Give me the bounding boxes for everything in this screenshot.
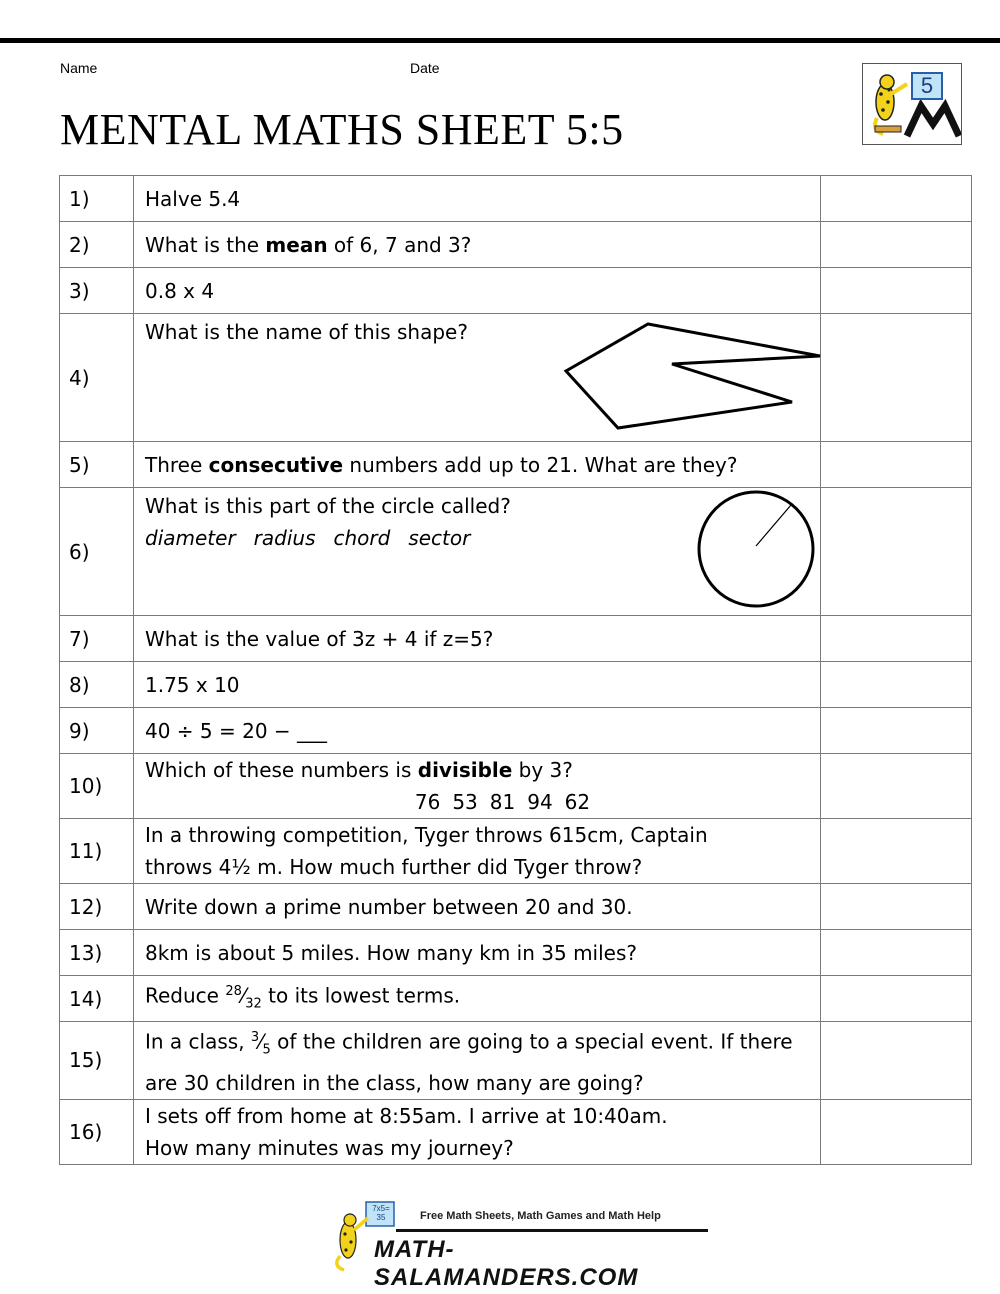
bold-term: divisible (417, 758, 513, 782)
choice: diameter (145, 526, 236, 550)
fraction-numerator: 3 (250, 1030, 260, 1045)
answer-box[interactable] (821, 662, 972, 708)
text-part: Three (145, 452, 209, 477)
answer-box[interactable] (821, 268, 972, 314)
question-number: 15) (60, 1022, 134, 1100)
question-text: 0.8 x 4 (134, 268, 821, 314)
question-text: 40 ÷ 5 = 20 − ___ (134, 708, 821, 754)
bold-term: consecutive (208, 452, 344, 477)
text-part: of the children are going to a special event. If there (270, 1029, 793, 1054)
answer-box[interactable] (821, 488, 972, 616)
footer-logo[interactable] (326, 1200, 716, 1291)
text-line: How many minutes was my journey? (145, 1135, 514, 1160)
circle-radius-icon (694, 488, 820, 615)
choice: radius (253, 526, 316, 550)
text-line: In a throwing competition, Tyger throws 615cm, Captain (145, 823, 708, 847)
question-text (134, 222, 821, 268)
question-cell (134, 314, 821, 442)
answer-box[interactable] (821, 708, 972, 754)
answer-box[interactable] (821, 819, 972, 884)
question-number: 5) (60, 442, 134, 488)
questions-table (59, 175, 972, 1165)
footer-divider (396, 1229, 708, 1232)
question-text: Halve 5.4 (134, 176, 821, 222)
text-part: by 3? (512, 758, 573, 782)
answer-box[interactable] (821, 884, 972, 930)
question-row-13 (60, 930, 972, 976)
text-part: Which of these numbers is (145, 758, 418, 782)
text-line: throws 4½ m. How much further did Tyger throw? (145, 855, 643, 879)
question-text: 1.75 x 10 (134, 662, 821, 708)
page-title: MENTAL MATHS SHEET 5:5 (60, 105, 624, 154)
question-cell (134, 488, 821, 616)
answer-box[interactable] (821, 222, 972, 268)
text-part: to its lowest terms. (261, 983, 461, 1008)
question-row-10 (60, 754, 972, 819)
question-row-8 (60, 662, 972, 708)
text-line: are 30 children in the class, how many are going? (145, 1070, 644, 1095)
question-number: 13) (60, 930, 134, 976)
question-number: 2) (60, 222, 134, 268)
question-row-2 (60, 222, 972, 268)
question-number: 4) (60, 314, 134, 442)
answer-box[interactable] (821, 442, 972, 488)
question-number: 12) (60, 884, 134, 930)
question-row-3 (60, 268, 972, 314)
question-number: 8) (60, 662, 134, 708)
number-option: 76 (414, 790, 441, 814)
question-text: In a class, $^3⁄_5$ of the children are going to a special event. If there are 30 children in the class, how many are going? (134, 1022, 821, 1100)
number-option: 53 (452, 790, 478, 814)
answer-box[interactable] (821, 314, 972, 442)
question-text: What is the value of 3z + 4 if z=5? (134, 616, 821, 662)
question-number: 10) (60, 754, 134, 819)
text-part: What is the (145, 232, 266, 257)
date-label: Date (410, 60, 440, 76)
question-text: Reduce $^{28}⁄_{32}$ to its lowest terms. (134, 976, 821, 1022)
text-line: I sets off from home at 8:55am. I arrive at 10:40am. (145, 1103, 668, 1128)
question-row-12 (60, 884, 972, 930)
footer-tagline: Free Math Sheets, Math Games and Math Help (420, 1210, 661, 1222)
text-part: Reduce (145, 983, 226, 1008)
number-option: 81 (489, 790, 516, 814)
answer-box[interactable] (821, 616, 972, 662)
question-text (134, 819, 821, 884)
answer-choices (145, 522, 511, 554)
fraction-denominator: 32 (245, 996, 262, 1012)
fraction-numerator: 28 (225, 984, 242, 1000)
fraction-denominator: 5 (262, 1042, 271, 1058)
level-badge: 5 (911, 72, 943, 100)
logo-sign-text: 7x5= 35 (372, 1204, 390, 1222)
answer-box[interactable] (821, 176, 972, 222)
question-row-1 (60, 176, 972, 222)
question-text: What is this part of the circle called? (145, 494, 511, 518)
answer-box[interactable] (821, 976, 972, 1022)
number-option: 62 (564, 790, 591, 814)
bold-term: mean (265, 232, 328, 257)
answer-box[interactable] (821, 1022, 972, 1100)
question-text (134, 754, 821, 819)
footer-site-link[interactable]: MATH-SALAMANDERS.COM (374, 1236, 639, 1291)
question-number: 7) (60, 616, 134, 662)
question-row-15 (60, 1022, 972, 1100)
question-row-16 (60, 1099, 972, 1164)
question-text: What is the name of this shape? (145, 320, 468, 344)
text-part: numbers add up to 21. What are they? (343, 452, 738, 477)
question-number: 3) (60, 268, 134, 314)
question-number: 16) (60, 1099, 134, 1164)
number-option: 94 (527, 790, 553, 814)
question-row-14 (60, 976, 972, 1022)
question-number: 6) (60, 488, 134, 616)
choice: chord (333, 526, 391, 550)
question-row-4 (60, 314, 972, 442)
top-rule (0, 38, 1000, 43)
question-number: 14) (60, 976, 134, 1022)
question-row-7 (60, 616, 972, 662)
question-number: 9) (60, 708, 134, 754)
question-text: Write down a prime number between 20 and 30. (134, 884, 821, 930)
question-text (134, 442, 821, 488)
pentagon-shape-icon (554, 314, 824, 441)
choice: sector (408, 526, 471, 550)
question-text: 8km is about 5 miles. How many km in 35 miles? (134, 930, 821, 976)
question-row-9 (60, 708, 972, 754)
answer-box[interactable] (821, 754, 972, 819)
answer-box[interactable] (821, 930, 972, 976)
name-label: Name (60, 60, 98, 76)
text-part: In a class, (145, 1029, 251, 1054)
question-row-5 (60, 442, 972, 488)
question-number: 1) (60, 176, 134, 222)
question-row-6 (60, 488, 972, 616)
question-text (134, 1099, 821, 1164)
question-block (145, 490, 511, 554)
question-number: 11) (60, 819, 134, 884)
text-part: of 6, 7 and 3? (327, 232, 472, 257)
answer-box[interactable] (821, 1099, 972, 1164)
number-options (145, 786, 820, 818)
salamander-logo (862, 63, 962, 145)
question-row-11 (60, 819, 972, 884)
